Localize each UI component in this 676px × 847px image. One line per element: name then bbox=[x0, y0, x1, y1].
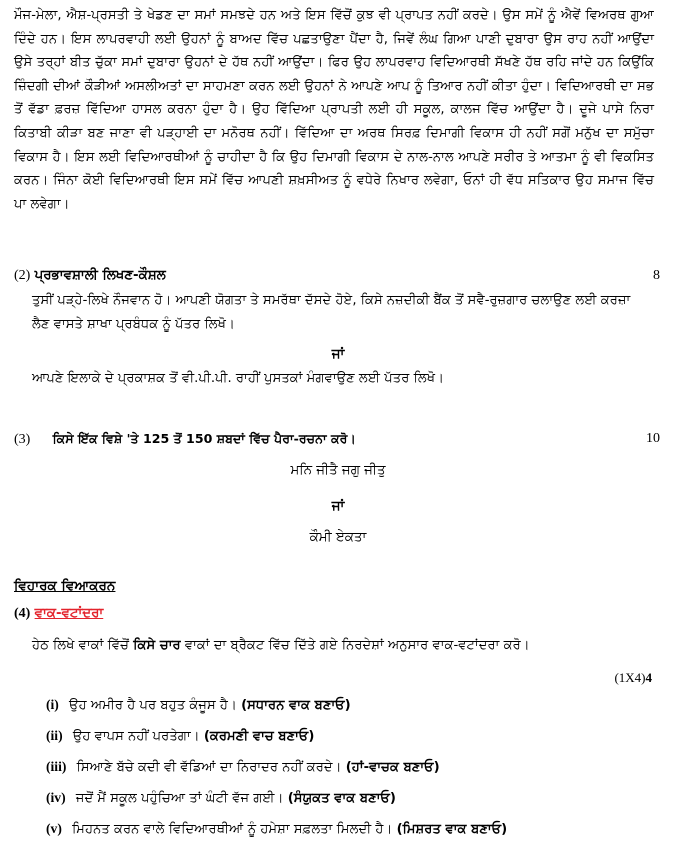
item-number: (i) bbox=[46, 697, 59, 712]
item-text: ਮਿਹਨਤ ਕਰਨ ਵਾਲੇ ਵਿਦਿਆਰਥੀਆਂ ਨੂੰ ਹਮੇਸ਼ਾ ਸਫ਼ਲਤਾ ਮਿਲਦੀ ਹੈ। bbox=[72, 822, 393, 837]
question-marks: 8 bbox=[653, 268, 660, 283]
instruction-post: ਵਾਕਾਂ ਦਾ ਬ੍ਰੈਕਟ ਵਿੱਚ ਦਿੱਤੇ ਗਏ ਨਿਰਦੇਸ਼ਾਂ ਅਨੁਸਾਰ ਵਾਕ-ਵਟਾਂਦਰਾ ਕਰੋ। bbox=[184, 638, 530, 653]
or-separator: ਜਾਂ bbox=[331, 347, 345, 362]
question-3-header bbox=[14, 431, 660, 448]
marks-breakdown: (1X4) bbox=[614, 670, 646, 685]
instruction-pre: ਹੇਠ ਲਿਖੇ ਵਾਕਾਂ ਵਿੱਚੋਂ bbox=[32, 638, 130, 653]
question-2-alt-text: ਆਪਣੇ ਇਲਾਕੇ ਦੇ ਪ੍ਰਕਾਸ਼ਕ ਤੋਂ ਵੀ.ਪੀ.ਪੀ. ਰਾਹੀਂ ਪੁਸਤਕਾਂ ਮੰਗਵਾਉਣ ਲਈ ਪੱਤਰ ਲਿਖੋ। bbox=[32, 371, 444, 386]
question-number: (3) bbox=[14, 432, 31, 447]
question-title: ਕਿਸੇ ਇੱਕ ਵਿਸ਼ੇ 'ਤੇ 125 ਤੋਂ 150 ਸ਼ਬਦਾਂ ਵਿੱਚ ਪੈਰਾ-ਰਚਨਾ ਕਰੋ। bbox=[52, 431, 356, 446]
item-text: ਉਹ ਵਾਪਸ ਨਹੀਂ ਪਰਤੇਗਾ। bbox=[72, 729, 200, 744]
or-separator: ਜਾਂ bbox=[331, 499, 345, 514]
item-number: (v) bbox=[46, 821, 62, 836]
item-hint: (ਸੰਯੁਕਤ ਵਾਕ ਬਣਾਓ) bbox=[287, 791, 396, 806]
item-number: (iv) bbox=[46, 790, 66, 805]
marks-total: 4 bbox=[645, 670, 652, 685]
question-2-header bbox=[14, 268, 660, 284]
item-number: (iii) bbox=[46, 759, 67, 774]
section-heading: ਵਿਹਾਰਕ ਵਿਆਕਰਨ bbox=[14, 578, 116, 594]
list-item bbox=[46, 728, 314, 744]
instruction-bold: ਕਿਸੇ ਚਾਰ bbox=[133, 638, 181, 653]
item-text: ਉਹ ਅਮੀਰ ਹੈ ਪਰ ਬਹੁਤ ਕੰਜੂਸ ਹੈ। bbox=[69, 698, 237, 713]
list-item bbox=[46, 790, 396, 806]
question-title: ਪ੍ਰਭਾਵਸ਼ਾਲੀ ਲਿਖਣ-ਕੌਸ਼ਲ bbox=[34, 268, 166, 283]
question-marks: 10 bbox=[646, 431, 660, 446]
list-item bbox=[46, 697, 351, 713]
question-4-header bbox=[14, 606, 660, 622]
item-hint: (ਹਾਂ-ਵਾਚਕ ਬਣਾਓ) bbox=[345, 760, 440, 775]
topic-2: ਕੌਮੀ ਏਕਤਾ bbox=[309, 530, 367, 545]
item-text: ਸਿਆਣੇ ਬੱਚੇ ਕਦੀ ਵੀ ਵੱਡਿਆਂ ਦਾ ਨਿਰਾਦਰ ਨਹੀਂ ਕਰਦੇ। bbox=[76, 760, 342, 775]
question-number: (4) bbox=[14, 606, 31, 621]
item-number: (ii) bbox=[46, 728, 63, 743]
topic-1: ਮਨਿ ਜੀਤੈ ਜਗੁ ਜੀਤੁ bbox=[290, 463, 386, 478]
item-hint: (ਕਰਮਣੀ ਵਾਚ ਬਣਾਓ) bbox=[203, 729, 315, 744]
question-title: ਵਾਕ-ਵਟਾਂਦਰਾ bbox=[34, 606, 104, 621]
item-hint: (ਸਧਾਰਨ ਵਾਕ ਬਣਾਓ) bbox=[241, 698, 351, 713]
list-item bbox=[46, 821, 507, 837]
question-number: (2) bbox=[14, 268, 31, 283]
list-item bbox=[46, 759, 440, 775]
item-text: ਜਦੋਂ ਮੈਂ ਸਕੂਲ ਪਹੁੰਚਿਆ ਤਾਂ ਘੰਟੀ ਵੱਜ ਗਈ। bbox=[75, 791, 284, 806]
question-2-text: ਤੁਸੀਂ ਪੜ੍ਹੇ-ਲਿਖੇ ਨੌਜਵਾਨ ਹੋ। ਆਪਣੀ ਯੋਗਤਾ ਤੇ ਸਮਰੱਥਾ ਦੱਸਦੇ ਹੋਏ, ਕਿਸੇ ਨਜ਼ਦੀਕੀ ਬੈਂਕ ਤੋਂ ਸਵੈ-ਰੁਜ਼ਗਾਰ ਚਲਾਉਣ ਲਈ ਕਰਜ਼ਾ ਲੈਣ ਵਾਸਤੇ ਸ਼ਾਖਾ ਪ੍ਰਬੰਧਕ ਨੂੰ ਪੱਤਰ ਲਿਖੋ। bbox=[32, 293, 631, 332]
question-4-marks bbox=[614, 670, 652, 686]
intro-paragraph: ਮੌਜ-ਮੇਲਾ, ਐਸ਼-ਪ੍ਰਸਤੀ ਤੇ ਖੇਡਣ ਦਾ ਸਮਾਂ ਸਮਝਦੇ ਹਨ ਅਤੇ ਇਸ ਵਿੱਚੋਂ ਕੁਝ ਵੀ ਪ੍ਰਾਪਤ ਨਹੀਂ ਕਰਦੇ। ਉਸ ਸਮੇਂ ਨੂੰ ਐਵੇਂ ਵਿਅਰਥ ਗੁਆ ਦਿੰਦੇ ਹਨ। ਇਸ ਲਾਪਰਵਾਹੀ ਲਈ ਉਹਨਾਂ ਨੂੰ ਬਾਅਦ ਵਿੱਚ ਪਛਤਾਉਣਾ ਪੈਂਦਾ ਹੈ, ਜਿਵੇਂ ਲੰਘ ਗਿਆ ਪਾਣੀ ਦੁਬਾਰਾ ਉਸ ਰਾਹ ਨਹੀਂ ਆਉਂਦਾ ਉਸੇ ਤਰ੍ਹਾਂ ਬੀਤ ਚੁੱਕਾ ਸਮਾਂ ਦੁਬਾਰਾ ਉਹਨਾਂ ਦੇ ਹੱਥ ਨਹੀਂ ਆਉਂਦਾ। ਫਿਰ ਉਹ ਲਾਪਰਵਾਹ ਵਿਦਿਆਰਥੀ ਸੱਖਣੇ ਹੱਥ ਰਹਿ ਜਾਂਦੇ ਹਨ ਕਿਉਂਕਿ ਜ਼ਿੰਦਗੀ ਦੀਆਂ ਕੌੜੀਆਂ ਅਸਲੀਅਤਾਂ ਦਾ ਸਾਹਮਣਾ ਕਰਨ ਲਈ ਉਹਨਾਂ ਨੇ ਆਪਣੇ ਆਪ ਨੂੰ ਤਿਆਰ ਨਹੀਂ ਕੀਤਾ ਹੁੰਦਾ। ਵਿਦਿਆਰਥੀ ਦਾ ਸਭ ਤੋਂ ਵੱਡਾ ਫ਼ਰਜ਼ ਵਿੱਦਿਆ ਹਾਸਲ ਕਰਨਾ ਹੁੰਦਾ ਹੈ। ਉਹ ਵਿੱਦਿਆ ਪ੍ਰਾਪਤੀ ਲਈ ਹੀ ਸਕੂਲ, ਕਾਲਜ ਵਿੱਚ ਆਉਂਦਾ ਹੈ। ਦੂਜੇ ਪਾਸੇ ਨਿਰਾ ਕਿਤਾਬੀ ਕੀੜਾ ਬਣ ਜਾਣਾ ਵੀ ਪੜ੍ਹਾਈ ਦਾ ਮਨੋਰਥ ਨਹੀਂ। ਵਿੱਦਿਆ ਦਾ ਅਰਥ ਸਿਰਫ਼ ਦਿਮਾਗੀ ਵਿਕਾਸ ਹੀ ਨਹੀਂ ਸਗੋਂ ਮਨੁੱਖ ਦਾ ਸਮੁੱਚਾ ਵਿਕਾਸ ਹੈ। ਇਸ ਲਈ ਵਿਦਿਆਰਥੀਆਂ ਨੂੰ ਚਾਹੀਦਾ ਹੈ ਕਿ ਉਹ ਦਿਮਾਗੀ ਵਿਕਾਸ ਦੇ ਨਾਲ-ਨਾਲ ਆਪਣੇ ਸਰੀਰ ਤੇ ਆਤਮਾ ਨੂੰ ਵੀ ਵਿਕਸਿਤ ਕਰਨ। ਜਿੰਨਾ ਕੋਈ ਵਿਦਿਆਰਥੀ ਇਸ ਸਮੇਂ ਵਿੱਚ ਆਪਣੀ ਸ਼ਖ਼ਸੀਅਤ ਨੂੰ ਵਧੇਰੇ ਨਿਖਾਰ ਲਵੇਗਾ, ਓਨਾਂ ਹੀ ਵੱਧ ਸਤਿਕਾਰ ਉਹ ਸਮਾਜ ਵਿੱਚ ਪਾ ਲਵੇਗਾ। bbox=[14, 8, 654, 212]
item-hint: (ਮਿਸ਼ਰਤ ਵਾਕ ਬਣਾਓ) bbox=[396, 822, 508, 837]
question-4-instruction bbox=[32, 634, 650, 658]
